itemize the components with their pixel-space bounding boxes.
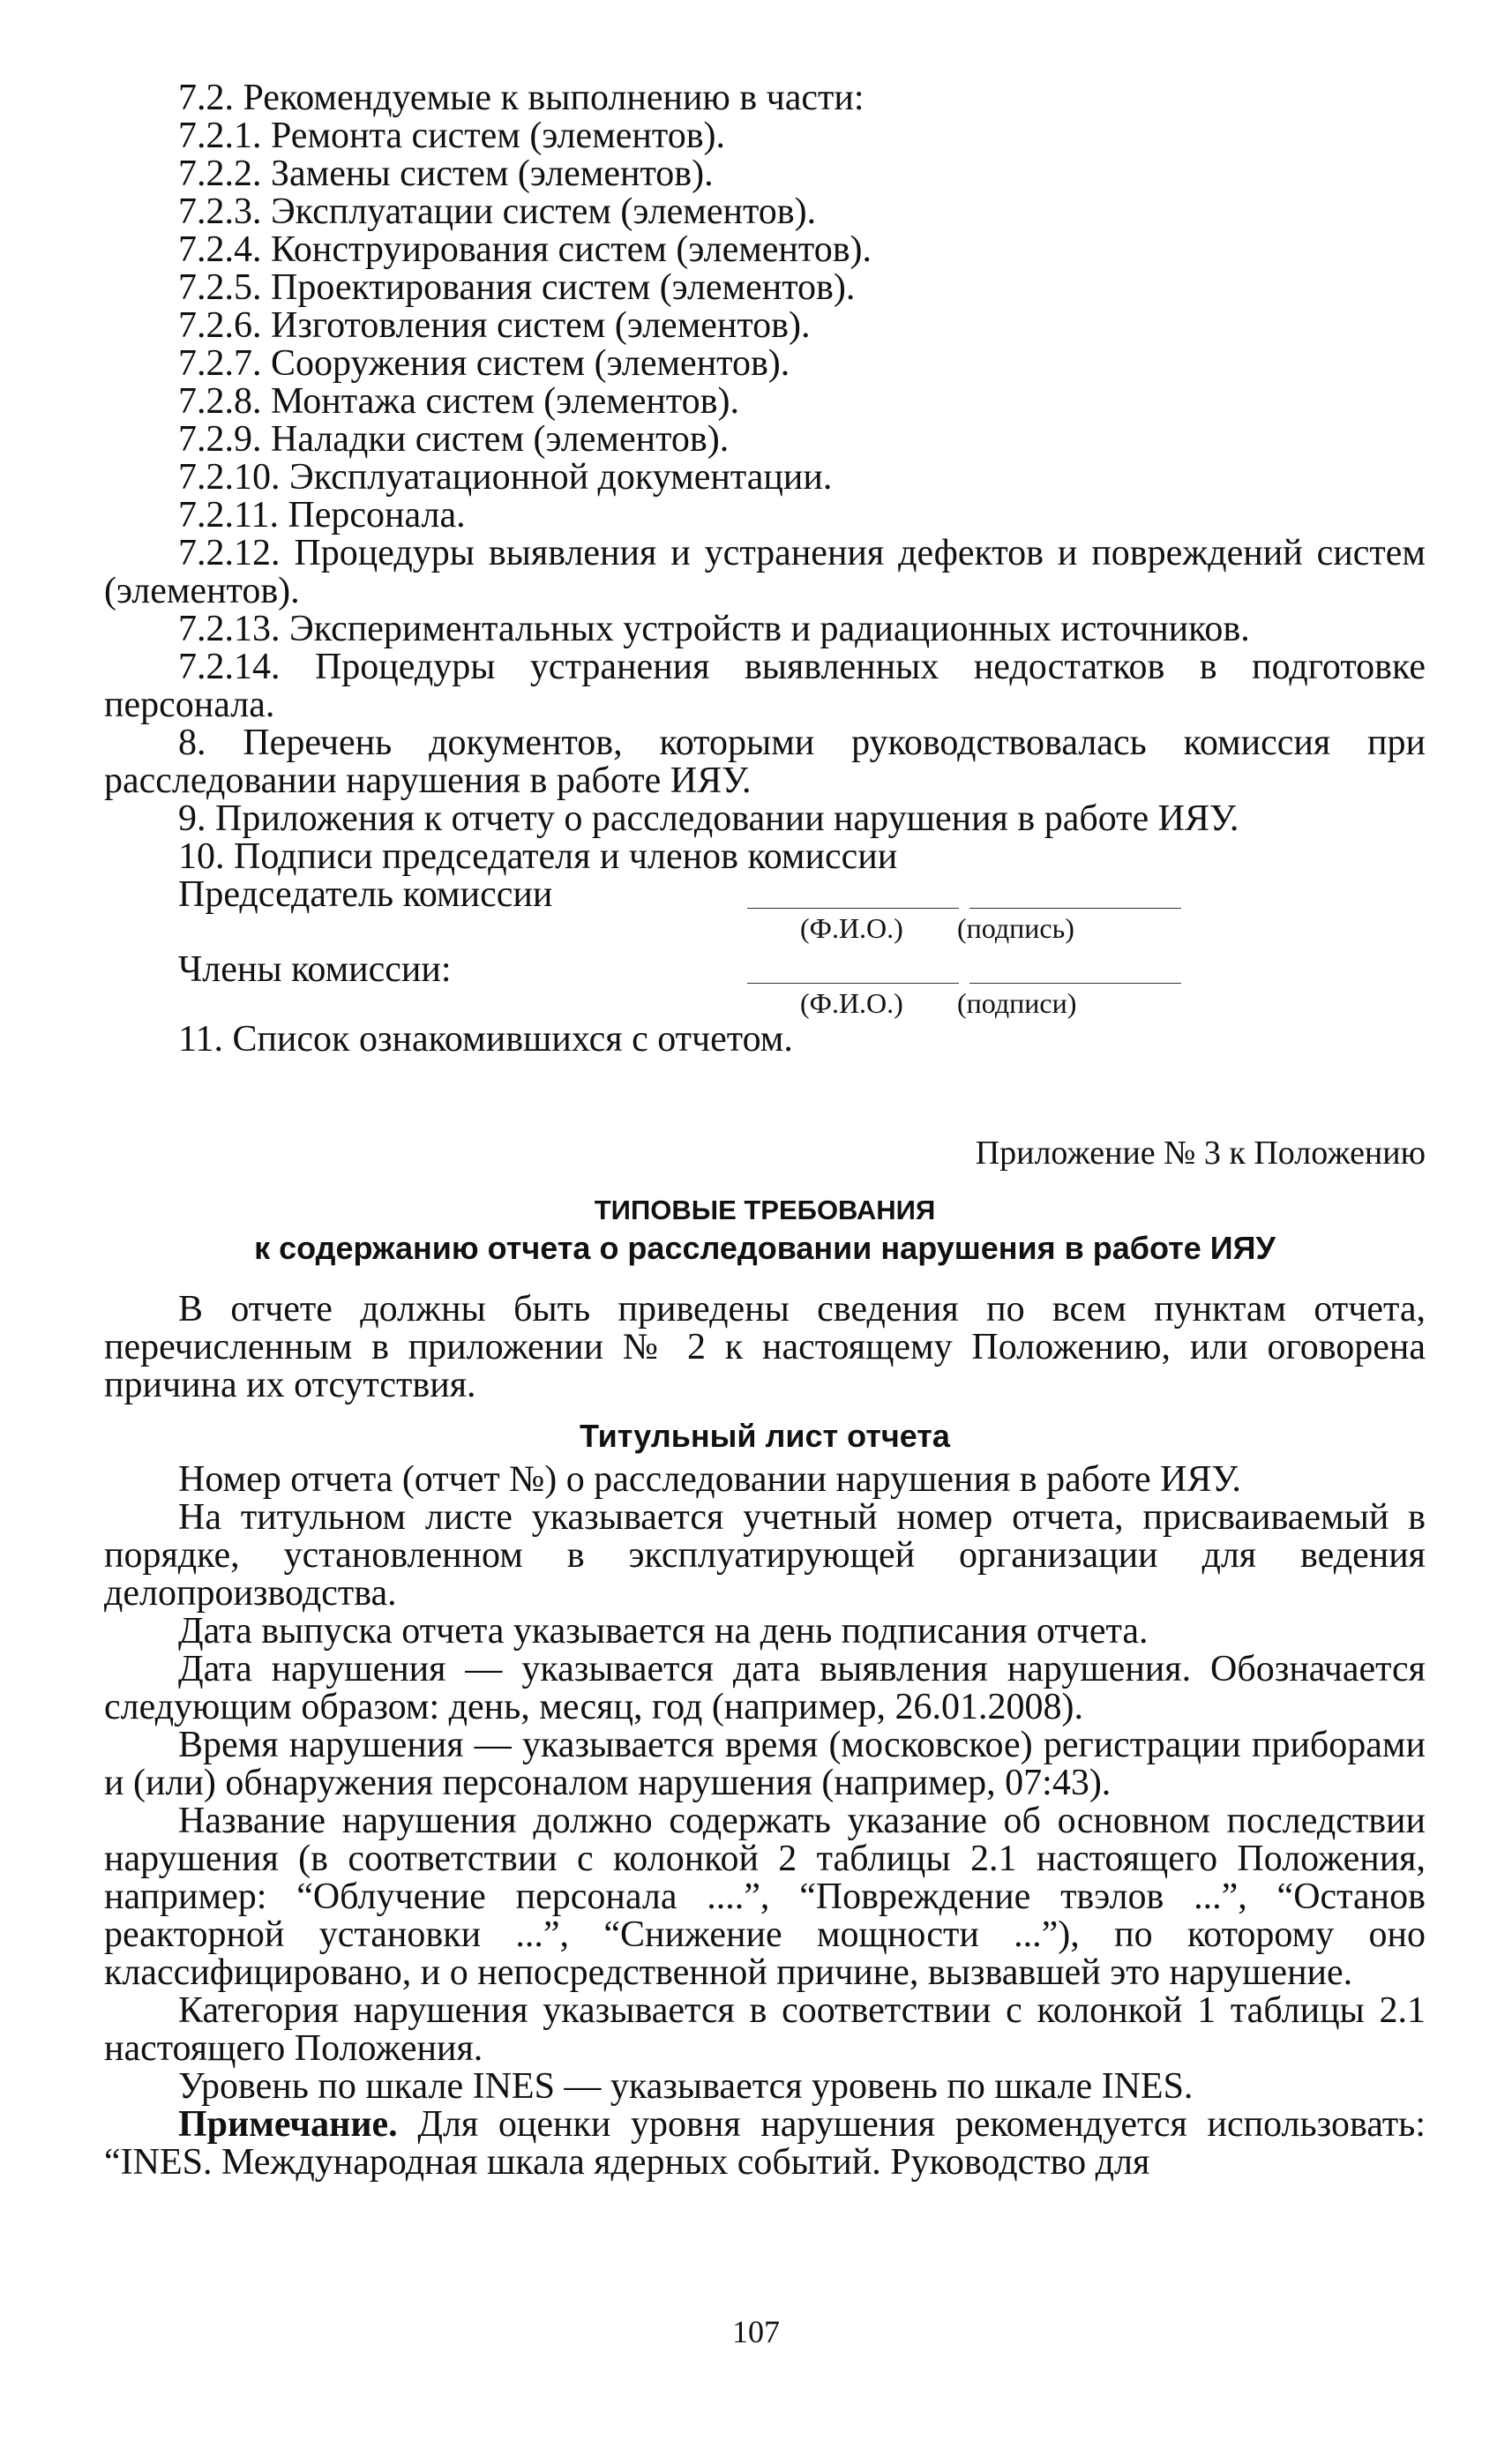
item-7-2-13: 7.2.13. Экспериментальных устройств и радиационных источников. — [178, 609, 1250, 649]
item-7-2-9: 7.2.9. Наладки систем (элементов). — [178, 419, 730, 460]
members-sign-line — [969, 983, 1181, 984]
paragraph-violation-date: Дата нарушения — указывается дата выявления нарушения. Обозначается следующим образом: день, месяц, год (например, 26.01.2008). — [104, 1649, 1426, 1727]
chair-caption-name: (Ф.И.О.) — [800, 912, 903, 944]
document-subtitle: к содержанию отчета о расследовании нарушения в работе ИЯУ — [254, 1230, 1276, 1266]
item-7-2-14: 7.2.14. Процедуры устранения выявленных недостатков в подготовке персонала. — [104, 647, 1426, 725]
item-9: 9. Приложения к отчету о расследовании нарушения в работе ИЯУ. — [178, 798, 1239, 839]
members-captions — [104, 989, 1426, 1021]
item-7-2-1: 7.2.1. Ремонта систем (элементов). — [178, 116, 726, 156]
item-7-2-4: 7.2.4. Конструирования систем (элементов). — [178, 229, 872, 270]
page-number: 107 — [732, 2314, 780, 2349]
members-signature-row — [104, 951, 1426, 989]
paragraph-issue-date: Дата выпуска отчета указывается на день подписания отчета. — [178, 1611, 1149, 1652]
paragraph-violation-name: Название нарушения должно содержать указание об основном последствии нарушения (в соответствии с колонкой 2 таблицы 2.1 настоящего Положения, например: “Облучение персонала ....”, “Повреждение твэлов ...”, “Останов реакторной установки ...”, “Снижение мощности ...”), по которому оно классифицировано, и о непосредственной причине, вызвавшей это нарушение. — [104, 1801, 1426, 1993]
intro-paragraph: В отчете должны быть приведены сведения по всем пунктам отчета, перечисленным в приложении № 2 к настоящему Положению, или оговорена причина их отсутствия. — [104, 1289, 1426, 1405]
appendix-reference: Приложение № 3 к Положению — [975, 1135, 1426, 1172]
note-label: Примечание. — [178, 2104, 398, 2145]
document-title: ТИПОВЫЕ ТРЕБОВАНИЯ — [594, 1195, 936, 1225]
item-7-2-2: 7.2.2. Замены систем (элементов). — [178, 154, 714, 194]
chair-signature-row — [104, 876, 1426, 914]
members-caption-name: (Ф.И.О.) — [800, 987, 903, 1019]
paragraph-title-page: На титульном листе указывается учетный номер отчета, присваиваемый в порядке, установленном в эксплуатирующей организации для ведения делопроизводства. — [104, 1497, 1426, 1614]
document-page — [104, 79, 1426, 2182]
chair-caption-sign: (подпись) — [957, 912, 1074, 944]
chair-name-line — [747, 908, 959, 909]
item-11: 11. Список ознакомившихся с отчетом. — [178, 1019, 793, 1060]
item-7-2-8: 7.2.8. Монтажа систем (элементов). — [178, 381, 739, 422]
chair-captions — [104, 914, 1426, 946]
item-8: 8. Перечень документов, которыми руководствовалась комиссия при расследовании нарушения в работе ИЯУ. — [104, 723, 1426, 801]
note-text: Для оценки уровня нарушения рекомендуется использовать: “INES. Международная шкала ядерных событий. Руководство для — [104, 2104, 1426, 2183]
item-7-2-12: 7.2.12. Процедуры выявления и устранения дефектов и повреждений систем (элементов). — [104, 533, 1426, 611]
item-7-2: 7.2. Рекомендуемые к выполнению в части: — [178, 78, 865, 118]
item-10: 10. Подписи председателя и членов комиссии — [178, 836, 898, 877]
paragraph-report-number: Номер отчета (отчет №) о расследовании нарушения в работе ИЯУ. — [178, 1459, 1241, 1500]
note-paragraph — [104, 2106, 1426, 2182]
item-7-2-5: 7.2.5. Проектирования систем (элементов). — [178, 267, 856, 308]
chair-sign-line — [969, 908, 1181, 909]
section-title: Титульный лист отчета — [580, 1418, 950, 1454]
paragraph-ines-level: Уровень по шкале INES — указывается уровень по шкале INES. — [178, 2066, 1194, 2107]
item-7-2-3: 7.2.3. Эксплуатации систем (элементов). — [178, 191, 817, 232]
members-name-line — [747, 983, 959, 984]
members-caption-sign: (подписи) — [957, 987, 1077, 1019]
chair-label: Председатель комиссии — [178, 874, 553, 915]
item-7-2-6: 7.2.6. Изготовления систем (элементов). — [178, 305, 811, 346]
item-7-2-10: 7.2.10. Эксплуатационной документации. — [178, 457, 833, 498]
paragraph-violation-time: Время нарушения — указывается время (московское) регистрации приборами и (или) обнаружения персоналом нарушения (например, 07:43). — [104, 1725, 1426, 1803]
paragraph-category: Категория нарушения указывается в соответствии с колонкой 1 таблицы 2.1 настоящего Положения. — [104, 1990, 1426, 2069]
item-7-2-7: 7.2.7. Сооружения систем (элементов). — [178, 343, 790, 384]
members-label: Члены комиссии: — [178, 949, 452, 990]
item-7-2-11: 7.2.11. Персонала. — [178, 495, 466, 536]
